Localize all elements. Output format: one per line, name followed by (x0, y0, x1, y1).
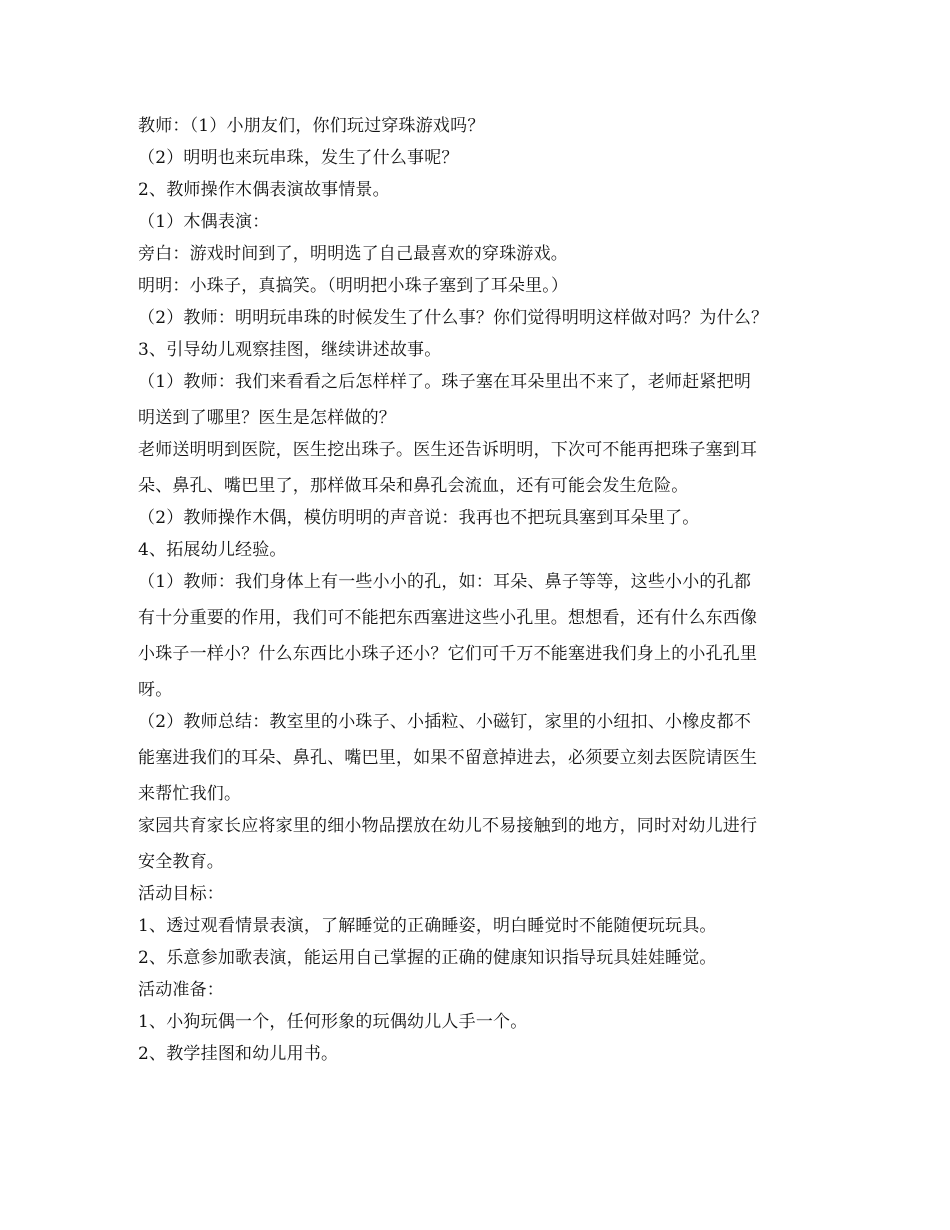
text-line: 能塞进我们的耳朵、鼻孔、嘴巴里，如果不留意掉进去，必须要立刻去医院请医生 (138, 748, 758, 768)
text-line: 呀。 (138, 680, 173, 700)
text-line: 旁白：游戏时间到了，明明选了自己最喜欢的穿珠游戏。 (138, 244, 568, 264)
text-line: 1、小狗玩偶一个，任何形象的玩偶幼儿人手一个。 (138, 1012, 528, 1032)
text-line: 教师：（1）小朋友们，你们玩过穿珠游戏吗？ (138, 116, 485, 136)
text-line: （1）教师：我们身体上有一些小小的孔，如：耳朵、鼻子等等，这些小小的孔都 (138, 572, 752, 592)
text-line: （2）教师总结：教室里的小珠子、小插粒、小磁钉，家里的小纽扣、小橡皮都不 (138, 712, 752, 732)
text-line: 2、乐意参加歌表演，能运用自己掌握的正确的健康知识指导玩具娃娃睡觉。 (138, 948, 717, 968)
text-line: 有十分重要的作用，我们可不能把东西塞进这些小孔里。想想看，还有什么东西像 (138, 608, 758, 628)
text-line: 4、拓展幼儿经验。 (138, 540, 287, 560)
text-line: 朵、鼻孔、嘴巴里了，那样做耳朵和鼻孔会流血，还有可能会发生危险。 (138, 476, 689, 496)
text-line: 2、教学挂图和幼儿用书。 (138, 1044, 339, 1064)
section-heading: 活动目标： (138, 884, 224, 904)
section-heading: 活动准备： (138, 980, 224, 1000)
text-line: 来帮忙我们。 (138, 784, 242, 804)
text-line: 老师送明明到医院，医生挖出珠子。医生还告诉明明，下次可不能再把珠子塞到耳 (138, 440, 758, 460)
text-line: （2）教师操作木偶，模仿明明的声音说：我再也不把玩具塞到耳朵里了。 (138, 508, 700, 528)
text-line: （2）明明也来玩串珠，发生了什么事呢？ (138, 148, 459, 168)
text-line: 家园共育家长应将家里的细小物品摆放在幼儿不易接触到的地方，同时对幼儿进行 (138, 816, 758, 836)
text-line: 小珠子一样小？什么东西比小珠子还小？它们可千万不能塞进我们身上的小孔孔里 (138, 644, 758, 664)
text-line: 2、教师操作木偶表演故事情景。 (138, 180, 390, 200)
text-line: 明明：小珠子，真搞笑。（明明把小珠子塞到了耳朵里。） (138, 276, 569, 296)
document-body (138, 116, 818, 1076)
text-line: （1）木偶表演： (138, 212, 270, 232)
text-line: 3、引导幼儿观察挂图，继续讲述故事。 (138, 340, 442, 360)
text-line: 明送到了哪里？医生是怎样做的？ (138, 408, 396, 428)
text-line: （1）教师：我们来看看之后怎样样了。珠子塞在耳朵里出不来了，老师赶紧把明 (138, 372, 752, 392)
text-line: 安全教育。 (138, 852, 224, 872)
text-line: （2）教师：明明玩串珠的时候发生了什么事？你们觉得明明这样做对吗？为什么？ (138, 308, 769, 328)
text-line: 1、透过观看情景表演，了解睡觉的正确睡姿，明白睡觉时不能随便玩玩具。 (138, 916, 717, 936)
